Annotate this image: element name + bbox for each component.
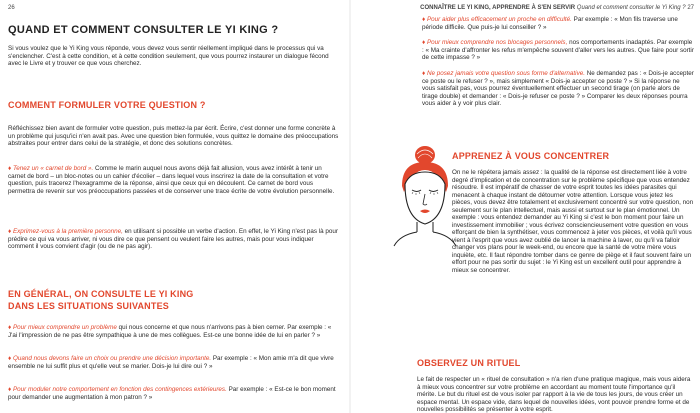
intro-paragraph: Si vous voulez que le Yi King vous réponde, vous devez vous sentir réellement impliqué dans le processus qui va s'enclencher. C'est à cette condition, et à cette condition seulement, que vous pourrez instaurer un dialogue fécond avec le Livre et y trouver ce que vous cherchez.	[8, 45, 329, 67]
face-outline	[405, 172, 445, 224]
heading-rituel: OBSERVEZ UN RITUEL	[417, 358, 521, 368]
general-item-2-lead: ♦ Quand nous devons faire un choix ou prendre une décision importante.	[8, 355, 212, 362]
page-title: QUAND ET COMMENT CONSULTER LE YI KING ?	[8, 24, 279, 36]
general-item-1	[8, 324, 340, 339]
right-item-3-lead: ♦ Ne posez jamais votre question sous forme d'alternative.	[422, 70, 585, 77]
heading-general	[8, 289, 193, 311]
right-item-1-lead: ♦ Pour aider plus efficacement un proche en difficulté.	[422, 16, 572, 23]
running-header-chapter: CONNAÎTRE LE YI KING, APPRENDRE À S'EN SERVIR	[420, 5, 576, 11]
formuler-paragraph: Réfléchissez bien avant de formuler votre question, puis mettez-la par écrit. Écrire, c'est donner une forme concrète à un problème qui jusqu'ici n'en avait pas. Avec une question bien formulée, vous quittez le domaine des préoccupations abstraites pour entrer dans celui de la stratégie, et donc des solutions concrètes.	[8, 125, 339, 147]
heading-formuler: COMMENT FORMULER VOTRE QUESTION ?	[8, 100, 206, 110]
right-item-2	[422, 39, 694, 62]
page-number-left: 26	[8, 5, 15, 11]
hair-bun	[415, 146, 435, 164]
right-item-2-lead: ♦ Pour mieux comprendre nos blocages personnels,	[422, 39, 568, 46]
right-item-3	[422, 70, 694, 108]
right-item-1	[422, 16, 694, 31]
general-item-3-text: Par exemple : « Est-ce le bon moment pour demander une augmentation à mon patron ? »	[8, 386, 336, 401]
woman-face-illustration	[390, 140, 460, 248]
heading-concentrer: APPRENEZ À VOUS CONCENTRER	[452, 151, 610, 161]
right-item-1-text: Par exemple : « Mon fils traverse une période difficile. Que puis-je lui conseiller ? »	[422, 16, 678, 31]
concentrer-paragraph: On ne le répétera jamais assez : la qualité de la réponse est directement liée à votre degré d'implication et de concentration sur le problème spécifique que vous entendez résoudre. Il est impératif de chasser de votre esprit toutes les idées parasites qui menacent à chaque instant de détourner votre attention. Lorsque vous jetez les pièces, vous devez être totalement et exclusivement concentré sur votre question, non seulement sur le plan intellectuel, mais aussi et surtout sur le plan émotionnel. Un exemple : vous entendez demander au Yi King si c'est le bon moment pour faire un investissement immobilier ; vous écrivez consciencieusement votre question en vous efforçant de bien la synthétiser, vous commencez à jeter vos pièces, et voilà qu'il vous vient à l'esprit que vous avez oublié de lancer la machine à laver, ou qu'il va falloir changer vos plans pour le week-end, ou encore que la santé de votre mère vous inquiète, etc. Il faut répondre tomber dans ce genre de piège et il faut souvent faire un effort pour ne pas sortir du sujet : le Yi King est un excellent outil pour apprendre à mieux se concentrer.	[452, 169, 694, 274]
general-item-1-text: qui nous concerne et que nous n'arrivons pas à bien cerner. Par exemple : « J'ai l'impression de ne pas être sympathique à une de mes collègues. Est-ce une bonne idée de lui en parler ? »	[8, 324, 332, 339]
general-item-2-text: Par exemple : « Mon amie m'a dit que vivre ensemble ne lui suffit plus et qu'elle veut se marier. Dois-je lui dire oui ? »	[8, 355, 334, 370]
shoulders	[394, 232, 456, 246]
heading-general-line1: EN GÉNÉRAL, ON CONSULTE LE YI KING	[8, 289, 194, 299]
running-header-subtitle: Quand et comment consulter le Yi King ?	[576, 5, 686, 11]
page-number-right: 27	[687, 5, 694, 11]
general-item-3	[8, 386, 340, 401]
heading-general-line2: DANS LES SITUATIONS SUIVANTES	[8, 301, 169, 311]
tenez-text: Comme le marin auquel nous avons déjà fait allusion, vous avez intérêt à tenir un carnet de bord – un bloc-notes ou un cahier d'écolier – dans lequel vous inscrirez la date de la consultation et votre question, puis tracerez l'hexagramme de la réponse, ainsi que ceux qui en découlent. Ce carnet de bord vous permettra de revenir sur vos préoccupations passées et de conserver une trace écrite de votre évolution personnelle.	[8, 165, 335, 195]
right-item-3-text: Ne demandez pas : « Dois-je accepter ce poste ou le refuser ? », mais simplement « Dois-je accepter ce poste ? » Si la réponse ne vous satisfait pas, vous pourrez éventuellement effectuer un second tirage (on parle alors de tirage double) et demander : « Dois-je refuser ce poste ? » Comparer les deux réponses pourra vous aider à y voir plus clair.	[422, 70, 694, 107]
general-item-3-lead: ♦ Pour moduler notre comportement en fonction des contingences extérieures.	[8, 386, 227, 393]
exprimez-text: en utilisant si possible un verbe d'action. En effet, le Yi King n'est pas là pour prédire ce qui va vous arriver, ni vous dire ce que pensent ou veulent faire les autres, mais pour vous indiquer comment il vous convient d'agir (ou de ne pas agir).	[8, 228, 338, 250]
exprimez-paragraph	[8, 228, 340, 251]
general-item-2	[8, 355, 340, 370]
right-page	[352, 0, 700, 413]
rituel-paragraph: Le fait de respecter un « rituel de consultation » n'a rien d'une pratique magique, mais vous aidera à mieux vous concentrer sur votre problème en accordant au moment toute l'importance qu'il mérite. Le but du rituel est de vous isoler par rapport à la vie de tous les jours, de vous créer un espace mental. Un espace vide, dans lequel de nouvelles idées, vont pouvoir prendre forme et de nouvelles possibilités se présenter à votre esprit.	[417, 376, 691, 413]
left-page	[0, 0, 348, 413]
general-item-1-lead: ♦ Pour mieux comprendre un problème	[8, 324, 117, 331]
tenez-lead: ♦ Tenez un « carnet de bord ».	[8, 165, 94, 172]
exprimez-lead: ♦ Exprimez-vous à la première personne,	[8, 228, 123, 235]
right-item-2-text: nos comportements inadaptés. Par exemple : « Ma crainte d'affronter les refus m'empêche souvent d'aller vers les autres. Que faire pour sortir de cette impasse ? »	[422, 39, 694, 61]
page-gutter	[349, 0, 351, 413]
running-header-right	[420, 5, 694, 11]
tenez-paragraph	[8, 165, 340, 195]
